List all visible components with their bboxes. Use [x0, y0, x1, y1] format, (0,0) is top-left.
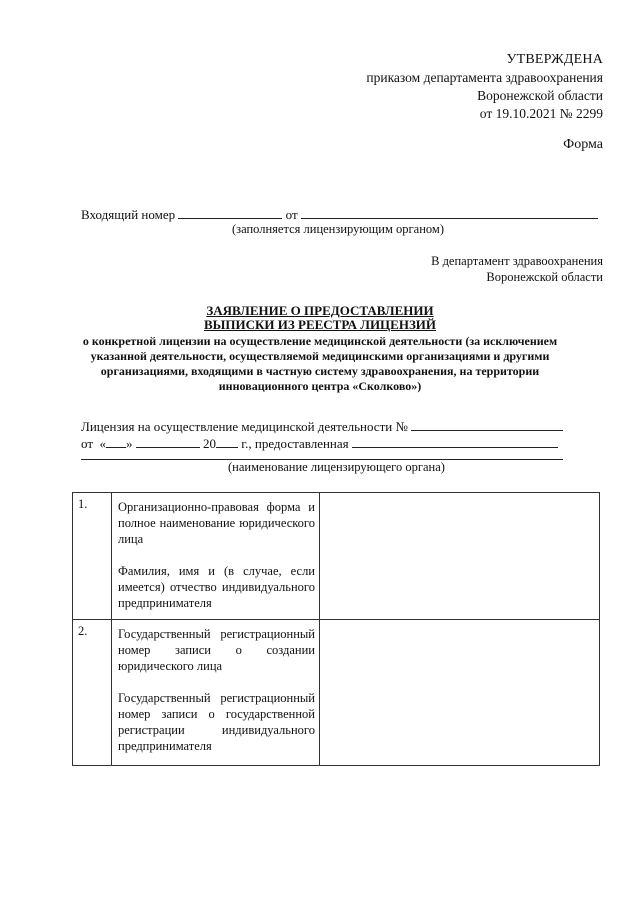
table-row	[73, 620, 600, 766]
row-value-field[interactable]	[320, 493, 600, 620]
license-from-label: от	[81, 436, 94, 451]
approval-line-2: Воронежской области	[477, 88, 603, 103]
row-label-entrepreneur: Фамилия, имя и (в случае, если имеется) отчество индивидуального предпринимателя	[118, 564, 315, 610]
incoming-from-label: от	[285, 207, 298, 222]
incoming-number-label: Входящий номер	[81, 207, 176, 222]
license-day-field[interactable]	[106, 435, 126, 448]
license-month-field[interactable]	[136, 435, 200, 448]
document-heading	[80, 304, 560, 394]
application-table	[72, 492, 600, 766]
license-label: Лицензия на осуществление медицинской деятельности №	[81, 419, 408, 434]
incoming-date-field[interactable]	[301, 206, 598, 219]
license-year-prefix: 20	[203, 436, 217, 451]
row-label-legal-entity: Государственный регистрационный номер записи о создании юридического лица	[118, 627, 315, 673]
heading-subtitle: о конкретной лицензии на осуществление медицинской деятельности (за исключением указанной деятельности, осуществляемой медицинскими организациями и другими организациями, входящими в частную систему здравоохранения, на территории инновационного центра «Сколково»)	[82, 334, 558, 393]
issuer-name-note: (наименование лицензирующего органа)	[228, 460, 445, 474]
approval-line-3: от 19.10.2021 № 2299	[479, 106, 603, 121]
heading-line-2: ВЫПИСКИ ИЗ РЕЕСТРА ЛИЦЕНЗИЙ	[203, 317, 437, 332]
form-label: Форма	[563, 137, 603, 152]
row-label-entrepreneur: Государственный регистрационный номер записи о государственной регистрации индивидуального предпринимателя	[118, 691, 315, 753]
license-block	[81, 418, 563, 452]
quote-open: «	[99, 436, 107, 451]
incoming-note: (заполняется лицензирующим органом)	[232, 222, 444, 236]
approval-title: УТВЕРЖДЕНА	[506, 52, 603, 67]
row-label-legal-entity: Организационно-правовая форма и полное наименование юридического лица	[118, 500, 315, 546]
license-number-row	[81, 418, 563, 435]
heading-line-1: ЗАЯВЛЕНИЕ О ПРЕДОСТАВЛЕНИИ	[206, 303, 434, 318]
addressee-block	[431, 253, 603, 285]
row-label	[112, 620, 320, 766]
quote-close: »	[126, 436, 133, 451]
addressee-line-2: Воронежской области	[486, 270, 603, 284]
license-year-field[interactable]	[216, 435, 238, 448]
table-row	[73, 493, 600, 620]
license-issuer-field[interactable]	[352, 435, 558, 448]
license-year-suffix: г., предоставленная	[241, 436, 349, 451]
incoming-number-row	[81, 206, 598, 223]
approval-line-1: приказом департамента здравоохранения	[366, 70, 603, 85]
incoming-number-field[interactable]	[178, 206, 282, 219]
license-date-row	[81, 435, 563, 452]
row-number: 1.	[73, 493, 112, 620]
addressee-line-1: В департамент здравоохранения	[431, 254, 603, 268]
row-label	[112, 493, 320, 620]
row-value-field[interactable]	[320, 620, 600, 766]
approval-block	[366, 51, 603, 123]
license-number-field[interactable]	[411, 418, 563, 431]
row-number: 2.	[73, 620, 112, 766]
